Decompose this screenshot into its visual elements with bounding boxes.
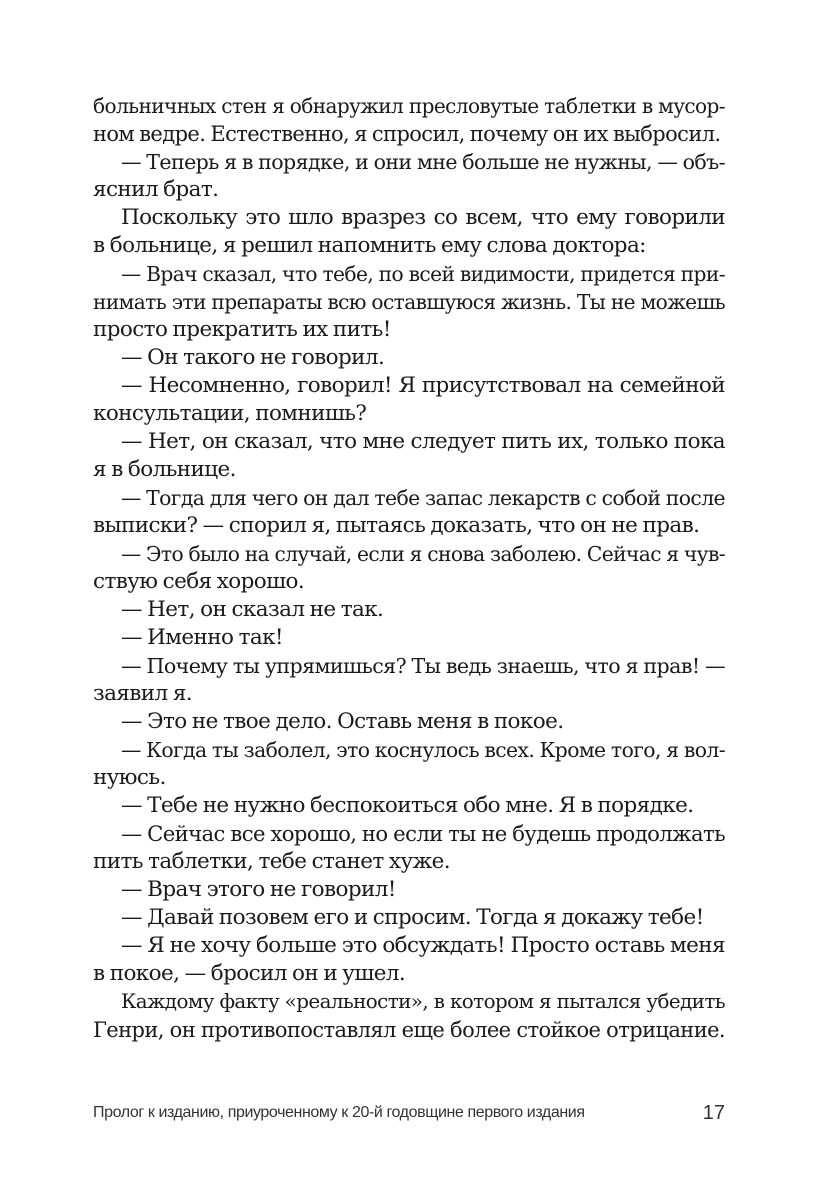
text-line: — Это было на случай, если я снова заболею. Сейчас я чув- (121, 542, 725, 566)
text-line: пить таблетки, тебе станет хуже. (93, 849, 451, 874)
text-line: ствую себя хорошо. (93, 569, 305, 594)
text-line: Генри, он противопоставлял еще более стойкое отрицание. (93, 1017, 725, 1042)
text-line: выписки? — спорил я, пытаясь доказать, что он не прав. (93, 513, 700, 538)
text-line: — Я не хочу больше это обсуждать! Просто оставь меня (121, 933, 725, 958)
text-line: нимать эти препараты всю оставшуюся жизнь. Ты не можешь (93, 290, 725, 314)
text-line: — Тогда для чего он дал тебе запас лекарств с собой после (121, 486, 725, 510)
text-line: ном ведре. Естественно, я спросил, почему он их выбросил. (93, 122, 721, 146)
text-line: — Врач сказал, что тебе, по всей видимости, придется при- (121, 262, 725, 286)
text-line: — Тебе не нужно беспокоиться обо мне. Я в порядке. (121, 793, 694, 818)
text-line: Поскольку это шло вразрез со всем, что ему говорили (121, 205, 725, 230)
text-line: Каждому факту «реальности», в котором я пытался убедить (121, 990, 725, 1013)
body-text (93, 92, 725, 1044)
text-line: яснил брат. (93, 177, 219, 202)
text-line: заявил я. (93, 681, 193, 706)
text-line: в покое, — бросил он и ушел. (93, 961, 406, 986)
text-line: — Несомненно, говорил! Я присутствовал на семейной (121, 373, 725, 398)
text-line: — Врач этого не говорил! (121, 877, 396, 902)
text-line: — Он такого не говорил. (121, 345, 385, 370)
page-footer (93, 1098, 725, 1128)
running-title: Пролог к изданию, приуроченному к 20-й годовщине первого издания (93, 1104, 585, 1121)
text-line: — Нет, он сказал не так. (121, 597, 384, 622)
text-line: я в больнице. (93, 457, 236, 482)
text-line: — Почему ты упрямишься? Ты ведь знаешь, что я прав! — (121, 654, 725, 678)
text-line: — Давай позовем его и спросим. Тогда я докажу тебе! (121, 905, 704, 930)
text-line: — Сейчас все хорошо, но если ты не будешь продолжать (121, 821, 725, 846)
text-line: — Нет, он сказал, что мне следует пить их, только пока (121, 429, 725, 454)
text-line: больничных стен я обнаружил пресловутые таблетки в мусор- (93, 94, 725, 118)
page-number: 17 (702, 1101, 725, 1124)
text-line: консультации, помнишь? (93, 401, 367, 426)
text-line: просто прекратить их пить! (93, 317, 391, 342)
text-line: — Это не твое дело. Оставь меня в покое. (121, 709, 564, 734)
text-line: — Теперь я в порядке, и они мне больше не нужны, — объ- (121, 150, 725, 174)
text-line: — Именно так! (121, 625, 283, 650)
text-line: нуюсь. (93, 765, 166, 790)
text-line: — Когда ты заболел, это коснулось всех. Кроме того, я вол- (121, 738, 725, 762)
text-line: в больнице, я решил напомнить ему слова доктора: (93, 233, 646, 258)
